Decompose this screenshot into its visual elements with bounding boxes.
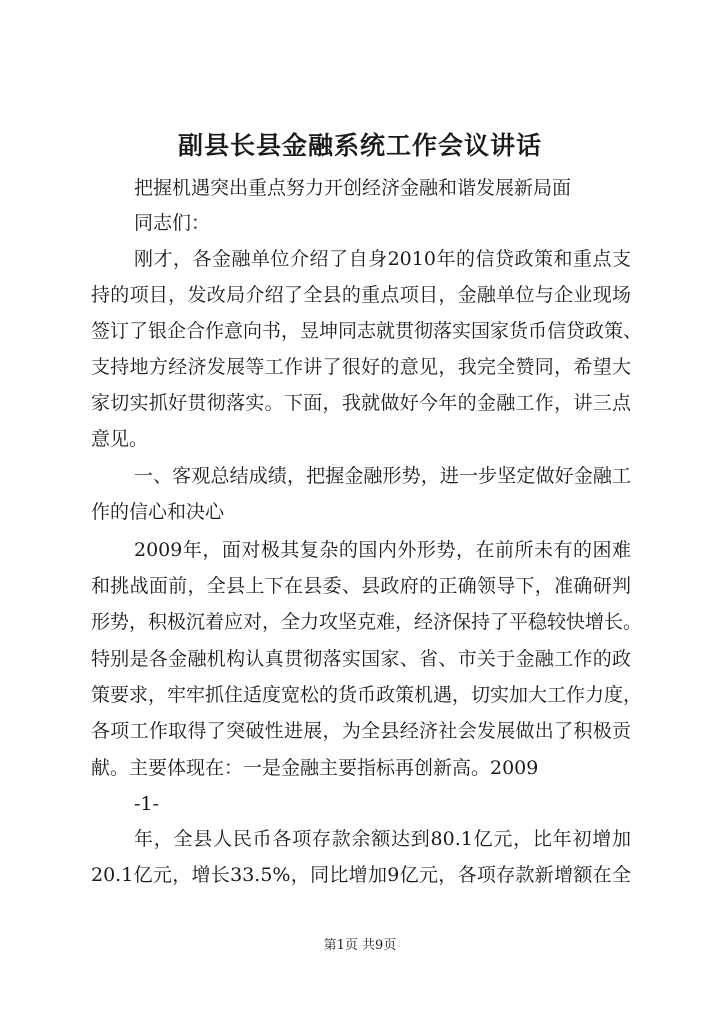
body-line: 策要求，牢牢抓住适度宽松的货币政策机遇，切实加大工作力度， (91, 684, 643, 706)
body-line: 家切实抓好贯彻落实。下面，我就做好今年的金融工作，讲三点 (91, 392, 631, 414)
body-line: 签订了银企合作意向书，昱坤同志就贯彻落实国家货币信贷政策、 (91, 320, 643, 342)
body-line: 持的项目，发改局介绍了全县的重点项目，金融单位与企业现场 (91, 284, 631, 306)
body-line: 20.1亿元，增长33.5%，同比增加9亿元，各项存款新增额在全 (91, 864, 631, 886)
body-line: 支持地方经济发展等工作讲了很好的意见，我完全赞同，希望大 (91, 356, 631, 378)
body-line: 献。主要体现在：一是金融主要指标再创新高。2009 (91, 757, 539, 779)
body-line: 年，全县人民币各项存款余额达到80.1亿元，比年初增加 (134, 828, 631, 850)
salutation: 同志们： (134, 212, 211, 234)
inline-page-number: -1- (134, 793, 159, 815)
body-line: 意见。 (91, 428, 149, 450)
body-line: 和挑战面前，全县上下在县委、县政府的正确领导下，准确研判 (91, 575, 631, 597)
page-footer: 第1页 共9页 (323, 938, 397, 953)
body-line: 刚才，各金融单位介绍了自身2010年的信贷政策和重点支 (134, 248, 631, 270)
page-title: 副县长县金融系统工作会议讲话 (177, 131, 542, 160)
section-heading: 作的信心和决心 (91, 501, 225, 523)
section-heading: 一、客观总结成绩，把握金融形势，进一步坚定做好金融工 (134, 465, 631, 487)
body-line: 形势，积极沉着应对，全力攻坚克难，经济保持了平稳较快增长。 (91, 611, 643, 633)
body-line: 特别是各金融机构认真贯彻落实国家、省、市关于金融工作的政 (91, 648, 631, 670)
body-line: 2009年，面对极其复杂的国内外形势，在前所未有的困难 (134, 539, 631, 561)
subtitle: 把握机遇突出重点努力开创经济金融和谐发展新局面 (134, 177, 572, 199)
body-line: 各项工作取得了突破性进展，为全县经济社会发展做出了积极贡 (91, 720, 631, 742)
